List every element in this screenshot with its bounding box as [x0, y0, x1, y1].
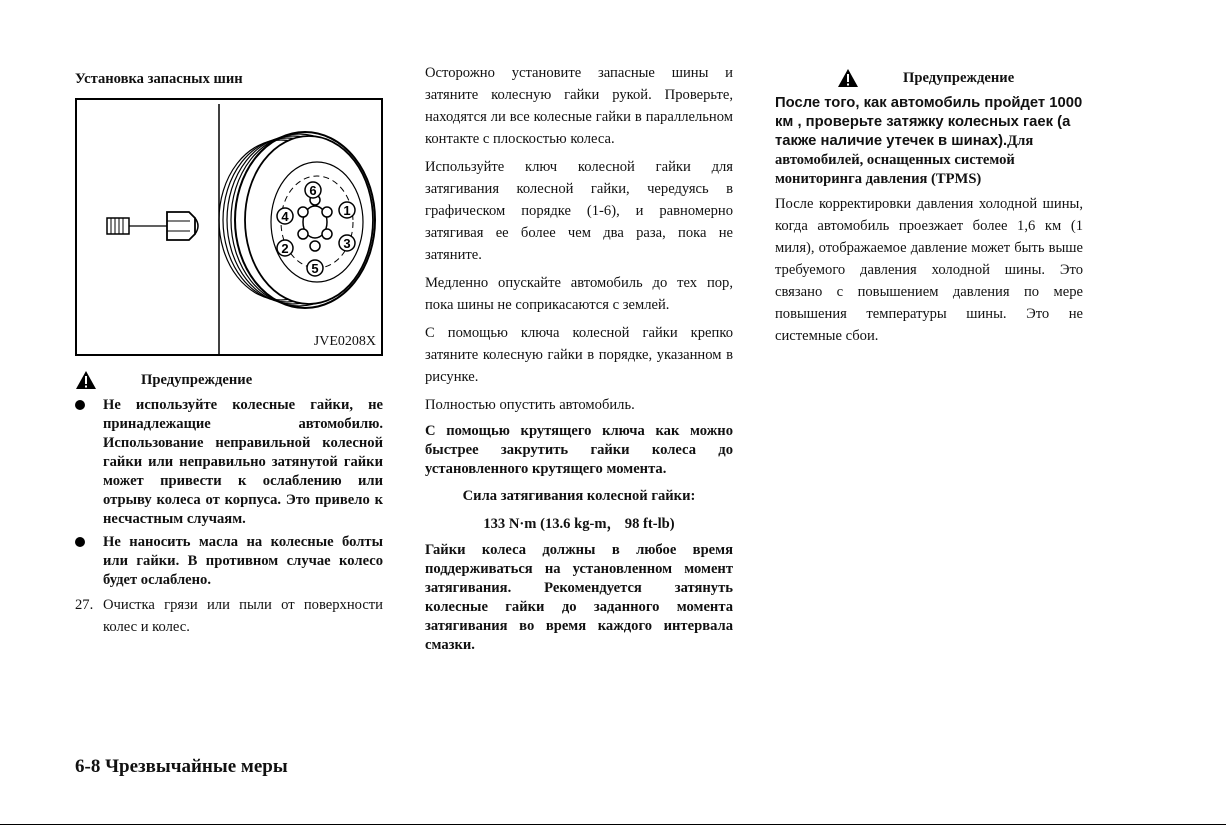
wheel-nut-diagram	[77, 100, 381, 354]
paragraph-lower: Медленно опускайте автомобиль до тех пор, пока шины не соприкасаются с землей.	[425, 275, 733, 313]
column-right	[775, 62, 1083, 353]
paragraph-tighten-order: Используйте ключ колесной гайки для затягивания колесной гайки, чередуясь в графическом порядке (1-6), и равномерно затягивая ее более чем два раза, пока не затяните.	[425, 159, 733, 263]
bullet-icon	[75, 537, 85, 547]
warning-tpms-text: Для автомобилей, оснащенных системой мониторинга давления (TPMS)	[775, 133, 1034, 187]
warning-list	[75, 396, 383, 590]
nut-order-3: 3	[343, 236, 351, 251]
paragraph-torque-wrench: С помощью крутящего ключа как можно быстрее закрутить гайки колеса до установленного крутящего момента.	[425, 423, 733, 477]
paragraph-tpms: После корректировки давления холодной шины, когда автомобиль проезжает более 1,6 км (1 миля), отображаемое давление может быть выше требуемого давления холодной шины. Это связано с повышением давления по мере повышения температуры шины. Это не системные сбои.	[775, 196, 1083, 344]
nut-order-1: 1	[343, 203, 351, 218]
warning-text	[775, 94, 1083, 189]
paragraph-maintain-torque: Гайки колеса должны в любое время поддерживаться на установленном момент затягивания. Рекомендуется затянуть колесные гайки до заданного момента затягивания во время каждого интервала смазки.	[425, 542, 733, 653]
figure-label: JVE0208X	[313, 334, 376, 349]
section-title: Установка запасных шин	[75, 71, 243, 87]
warning-title: Предупреждение	[141, 372, 253, 388]
warning-sans-text: После того, как автомобиль пройдет 1000 км , проверьте затяжку колесных гаек (а также наличие утечек в шинах).	[775, 95, 1083, 149]
step-number: 27.	[75, 597, 94, 613]
step-text: Очистка грязи или пыли от поверхности колес и колес.	[103, 597, 383, 635]
bullet-icon	[75, 400, 85, 410]
list-item: Не наносить масла на колесные болты или гайки. В противном случае колесо будет ослаблено.	[75, 533, 383, 590]
paragraph-install: Осторожно установите запасные шины и затяните колесную гайки рукой. Проверьте, находятся ли все колесные гайки в параллельном контакте с плоскостью колеса.	[425, 65, 733, 147]
warning-triangle-icon	[837, 68, 859, 88]
nut-order-5: 5	[311, 261, 319, 276]
wheel-stud-icon	[107, 218, 167, 234]
torque-value: 133 N·m (13.6 kg-m， 98 ft-lb)	[483, 516, 675, 532]
nut-order-6: 6	[309, 183, 317, 198]
bottom-rule	[0, 824, 1226, 825]
column-middle	[425, 62, 733, 661]
lug-nut-icon	[167, 212, 198, 240]
nut-order-4: 4	[281, 209, 289, 224]
warning-header	[775, 66, 1083, 90]
paragraph-tighten-firmly: С помощью ключа колесной гайки крепко затяните колесную гайки в порядке, указанном в рисунке.	[425, 325, 733, 385]
nut-order-2: 2	[281, 241, 289, 256]
tire-icon	[219, 132, 375, 308]
wheel-nut-figure	[75, 98, 383, 356]
column-left	[75, 62, 383, 638]
torque-label: Сила затягивания колесной гайки:	[462, 488, 696, 504]
page-footer: 6-8 Чрезвычайные меры	[75, 756, 288, 777]
list-item: Не используйте колесные гайки, не принадлежащие автомобилю. Использование неправильной колесной гайки или неправильно затянутой гайки может привести к ослаблению или отрыву колеса от корпуса. Это привело к несчастным случаям.	[75, 396, 383, 529]
warning-header	[75, 368, 383, 392]
paragraph-lower-fully: Полностью опустить автомобиль.	[425, 397, 635, 413]
warning-title: Предупреждение	[903, 70, 1015, 86]
warning-triangle-icon	[75, 370, 97, 390]
step-27	[75, 594, 383, 638]
